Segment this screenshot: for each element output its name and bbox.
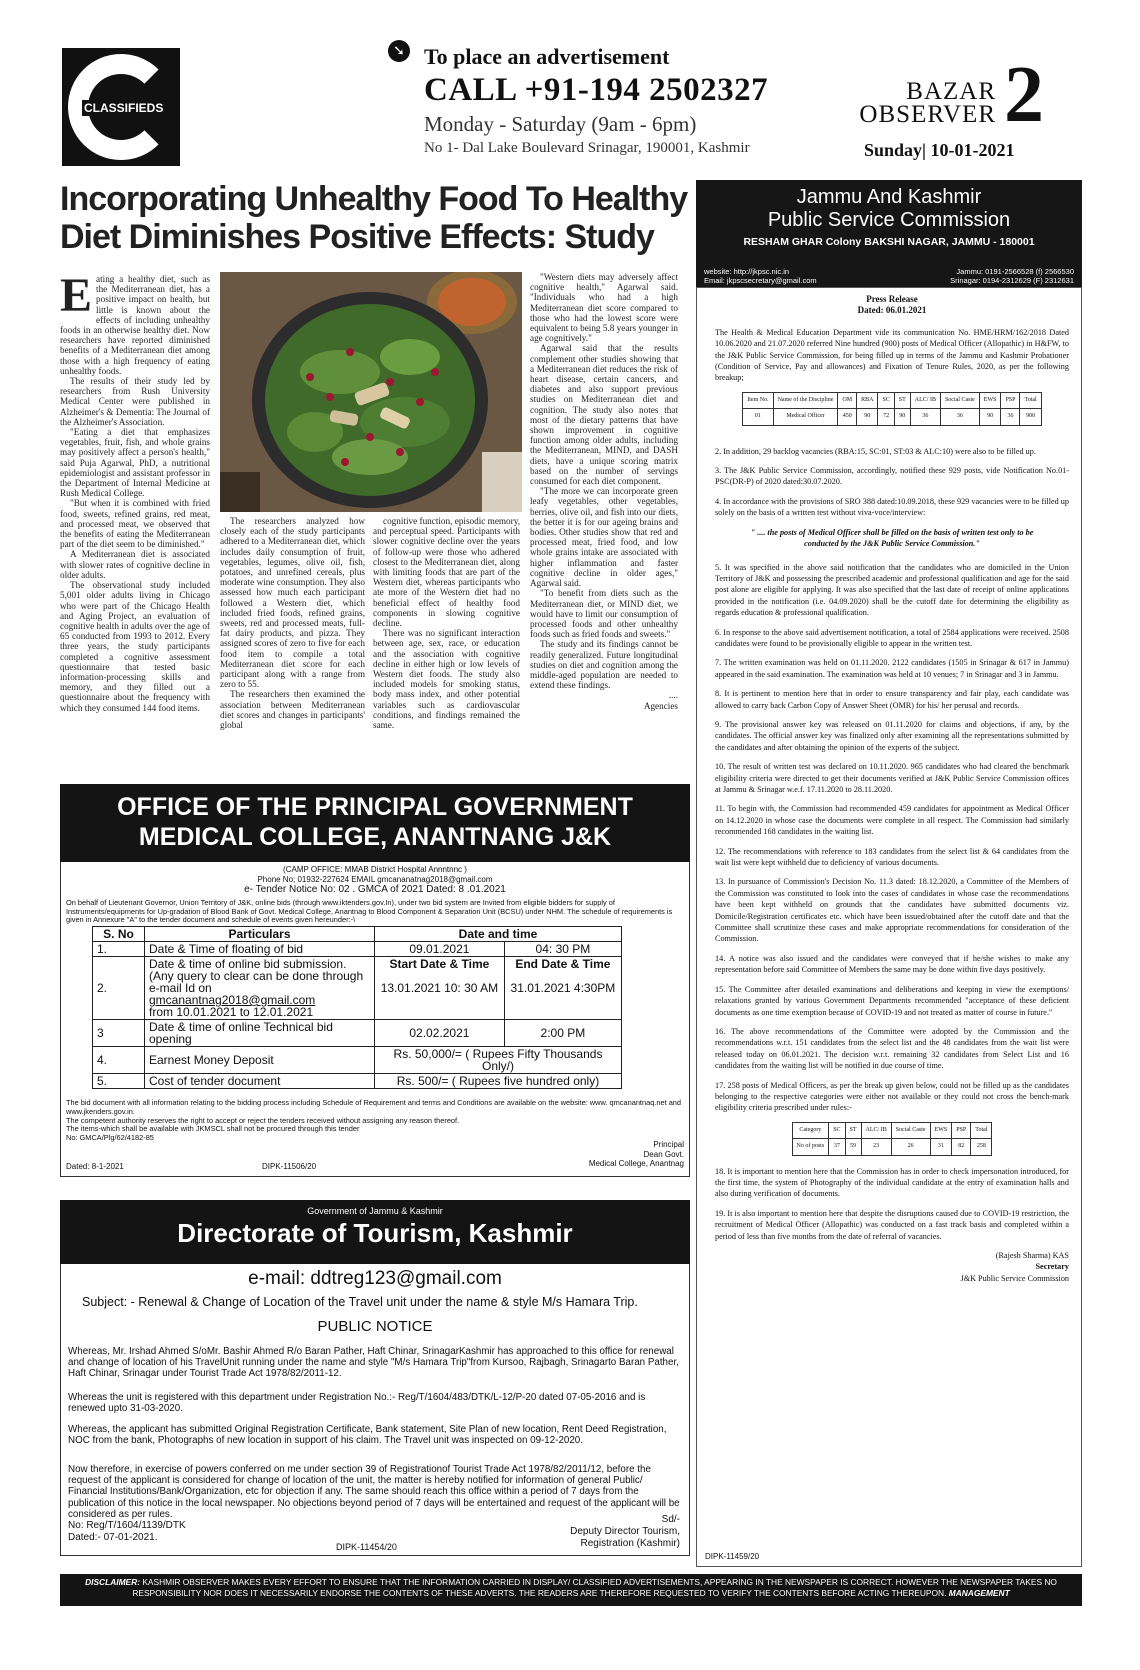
salad-bowl-image xyxy=(220,272,522,512)
paragraph: cognitive function, episodic memory, and perceptual speed. Participants with slower cognitive decline over the years of follow-up were those who adhered closest to the Mediterranean diet, along with limiting foods that are part of the Western diet, whereas participants who ate more of the Western diet had no beneficial effect of healthy food components in slowing cognitive decline. xyxy=(373,516,520,629)
r2-end: 31.01.2021 4:30PM xyxy=(510,981,616,995)
paragraph: 7. The written examination was held on 01.11.2020. 2122 candidates (1505 in Srinagar & 617 in Jammu) appeared in the said examination. The examination was held at 10 venues; 7 in Srinagar and 3 in Jammu. xyxy=(715,658,1069,679)
table-cell: 258 xyxy=(971,1139,992,1155)
advertise-hours: Monday - Saturday (9am - 6pm) xyxy=(424,112,697,136)
psc-press-release xyxy=(696,287,1082,1567)
paragraph: "To benefit from diets such as the Mediterranean diet, or MIND diet, we would have to limit our consumption of processed foods and other unhealthy foods such as fried foods and sweets." xyxy=(530,588,678,640)
r1-date: 09.01.2021 xyxy=(375,942,505,957)
psc-phone-srinagar: Srinagar: 0194-2312629 (F) 2312631 xyxy=(950,276,1074,285)
table-cell: Total xyxy=(971,1122,992,1138)
tourism-sign-1: Deputy Director Tourism, xyxy=(570,1526,680,1537)
psc-website: website: http://jkpsc.nic.in xyxy=(704,267,790,276)
table-cell: 90 xyxy=(979,409,1001,425)
r2-end-head: End Date & Time xyxy=(515,957,611,971)
table-cell: EWS xyxy=(930,1122,952,1138)
table-cell: EWS xyxy=(979,392,1001,408)
psc-signer: (Rajesh Sharma) KAS xyxy=(995,1251,1069,1260)
table-cell: 01 xyxy=(743,409,773,425)
paragraph: 4. In accordance with the provisions of SRO 388 dated:10.09.2018, these 929 vacancies were to be filled up solely on the basis of a written test without viva-voce/interview: xyxy=(715,496,1069,518)
table-cell: SC xyxy=(878,392,894,408)
salad-photo xyxy=(220,272,522,512)
r5-value: Rs. 500/= ( Rupees five hundred only) xyxy=(375,1074,622,1089)
psc-address: RESHAM GHAR Colony BAKSHI NAGAR, JAMMU - 180001 xyxy=(743,236,1035,248)
table-cell: 90 xyxy=(857,409,878,425)
gmc-sign-3: Medical College, Anantnag xyxy=(588,1159,684,1168)
tourism-subject: Subject: - Renewal & Change of Location of the Travel unit under the name & style M/s Hamara Trip. xyxy=(82,1295,638,1309)
gmc-header xyxy=(60,784,690,862)
tourism-notice-title: PUBLIC NOTICE xyxy=(317,1318,433,1335)
tourism-title: Directorate of Tourism, Kashmir xyxy=(177,1218,573,1248)
table-cell: 59 xyxy=(845,1139,861,1155)
table-cell: 82 xyxy=(952,1139,971,1155)
disclaimer-end: MANAGEMENT xyxy=(948,1588,1010,1598)
paragraph: 19. It is also important to mention here that despite the disruptions caused due to COVID-19 restriction, the recruitment of Medical Officer (Allopathic) was conducted on a fast track basis and completed within a period of less than five months from the date of referral of vacancies. xyxy=(715,1208,1069,1241)
psc-signer-role: Secretary xyxy=(1035,1262,1069,1272)
paragraph: 3. The J&K Public Service Commission, accordingly, notified these 929 posts, vide Notification No.01-PSC(DR-P) of 2020 dated:30.07.2020. xyxy=(715,466,1069,487)
article-column-4 xyxy=(530,272,678,711)
paragraph: The study and its findings cannot be readily generalized. Future longitudinal studies on diet and cognition among the middle-aged population are needed to extend these findings. xyxy=(530,639,678,691)
psc-header xyxy=(696,180,1082,265)
paragraph: 2. In addition, 29 backlog vacancies (RBA:15, SC:01, ST:03 & ALC:10) were also to be filled up. xyxy=(715,446,1036,456)
paragraph: 18. It is important to mention here that the Commission has in order to check impersonation introduced, for the first time, the system of Photography of the individual candidate at the entry of examination halls and also during verification of documents. xyxy=(715,1166,1069,1199)
r1-no: 1. xyxy=(93,942,145,957)
publication-date: Sunday| 10-01-2021 xyxy=(864,140,1015,160)
column-4-text xyxy=(530,272,678,690)
advertise-phone: CALL +91-194 2502327 xyxy=(424,72,769,108)
th-particulars: Particulars xyxy=(145,927,375,942)
r4-no: 4. xyxy=(93,1047,145,1074)
table-cell: Total xyxy=(1020,392,1041,408)
table-cell: OM xyxy=(838,392,857,408)
unfilled-table-row xyxy=(792,1139,992,1155)
paragraph: 11. To begin with, the Commission had recommended 459 candidates for appointment as Medical Officer on 14.12.2020 in whose case the documents were complete in all respect. The Commission had similarly recommended 168 candidates in the waiting list. xyxy=(715,804,1069,837)
posts-breakup-table xyxy=(742,392,1041,426)
gmc-title-2: MEDICAL COLLEGE, ANANTNANG J&K xyxy=(138,823,612,851)
publication-name xyxy=(848,80,996,126)
paragraph: "But when it is combined with fried food, sweets, refined grains, red meat, and processed meat, we observed that the benefits of eating the Mediterranean part of the diet seem to be diminished." xyxy=(60,498,210,550)
r2-particular: Date & time of online bid submission.(Any query to clear can be done through e-mail Id on xyxy=(149,957,364,995)
paragraph: "The more we can incorporate green leafy vegetables, other vegetables, berries, olive oil, and fish into our diets, the better it is for our ageing brains and bodies. Other studies show that red and processed meat, fried food, and low whole grains intake are associated with higher inflammation and faster cognitive decline in older ages," Agarwal said. xyxy=(530,486,678,589)
table-cell: 37 xyxy=(829,1139,845,1155)
posts-table-header xyxy=(743,392,1041,408)
psc-phone-jammu: Jammu: 0191-2566528 (f) 2566530 xyxy=(956,267,1074,276)
r5-no: 5. xyxy=(93,1074,145,1089)
paragraph: The researchers analyzed how closely each of the study participants adhered to a Mediterranean diet, which includes daily consumption of fruit, vegetables, legumes, olive oil, fish, potatoes, and unrefined cereals, plus moderate wine consumption. They also assessed how much each participant followed a Western diet, which included fried foods, refined grains, sweets, red and processed meats, full-fat dairy products, and pizza. They assigned scores of zero to five for each food item to compile a total Mediterranean diet score for each participant along with a range from zero to 55. xyxy=(220,516,365,690)
r2-start-head: Start Date & Time xyxy=(389,957,490,971)
psc-title-2: Public Service Commission xyxy=(767,209,1011,231)
advertise-title: To place an advertisement xyxy=(424,44,670,69)
gmc-foot-2: The competent authority reserves the right to accept or reject the tenders received without assigning any reason thereof. xyxy=(66,1115,460,1125)
gmc-title-1: OFFICE OF THE PRINCIPAL GOVERNMENT xyxy=(117,793,633,821)
tender-schedule-table xyxy=(92,926,622,1089)
paragraph: 17. 258 posts of Medical Officers, as per the break up given below, could not be filled up as the candidates belonging to the respective categories were either not available or they could not cross the bench-mark eligibility criteria prescribed under rules:- xyxy=(715,1080,1069,1113)
table-cell: ST xyxy=(894,392,910,408)
paragraph: 6. In response to the above said advertisement notification, a total of 2584 applications were received. 2508 candidates were found to be provisionally eligible to appear in the written test. xyxy=(715,627,1069,648)
article-column-1 xyxy=(60,269,210,713)
gmc-intro: On behalf of Lieutenant Governor, Union Territory of J&K, online bids (through www.iktenders.gov.In), under two bid system are Invited from eligible bidders for supply of Instruments/equipments for Up-gradation of Blood Bank of Govt. Medical College, Anantnag to Blood Component & Separation Unit (BCSU) under NHM. The schedule of requirements is given in Annexure "A" to the tender document and schedule of events given hereunder:-\ xyxy=(66,898,673,925)
paragraph: "Western diets may adversely affect cognitive health," Agarwal said. "Individuals who had a high Mediterranean diet score compared to those who had the lowest score were equivalent to being 5.8 years younger in age cognitively." xyxy=(530,272,678,344)
table-cell: 450 xyxy=(838,409,857,425)
article-source: Agencies xyxy=(643,700,678,711)
disclaimer-label: DISCLAIMER: xyxy=(85,1577,140,1587)
table-cell: PSP xyxy=(952,1122,971,1138)
gmc-camp: (CAMP OFFICE: MMAB District Hospital Annntnnc ) xyxy=(283,865,467,874)
disclaimer-text: KASHMIR OBSERVER MAKES EVERY EFFORT TO ENSURE THAT THE INFORMATION CARRIED IN DISPLAY/ CLASSIFIED ADVERTISEMENTS, APPEARING IN THE NEWSPAPER IS CORRECT. HOWEVER THE NEWSPAPER TAKES NO RESPONSIBILITY NOR DOES IT NECESSARILY ENDORSE THE CONTENTS OF THESE ADVERTS. THE READERS ARE THEREFORE REQUESTED TO VERIFY THE CONTENTS BEFORE ACTING THEREUPON. xyxy=(132,1577,1057,1598)
page-number: 2 xyxy=(1004,51,1044,139)
paragraph: 10. The result of written test was declared on 10.11.2020. 965 candidates who had cleared the benchmark eligibility criteria were directed to get their documents verified at J&K Public Service Commission offices at Jammu & Srinagar w.e.f. 17.11.2020 to 28.11.2020. xyxy=(715,762,1069,794)
table-cell: Social Caste xyxy=(891,1122,930,1138)
gmc-foot-1: The bid document with all information relating to the bidding process including Schedule of Requirement and terms and Conditions are available on the website: www. qmcanantnaq.net and www.jkenders.gov.in. xyxy=(66,1098,682,1116)
table-cell: Medical Officer xyxy=(773,409,838,425)
gmc-phone: Phone No; 01932-227624 EMAIL gmcananatnag2018@gmail.com xyxy=(257,874,493,884)
column-2-text xyxy=(220,516,365,730)
table-cell: 23 xyxy=(861,1139,891,1155)
r3-time: 2:00 PM xyxy=(504,1020,621,1047)
paragraph: 12. The recommendations with reference to 183 candidates from the select list & 64 candidates from the wait list were kept withheld due to deficiency of various documents. xyxy=(715,846,1069,868)
table-cell: ALC/ IB xyxy=(861,1122,891,1138)
gmc-dipk: DIPK-11506/20 xyxy=(262,1162,317,1171)
table-cell: 36 xyxy=(940,409,979,425)
table-cell: 31 xyxy=(930,1139,952,1155)
paragraph: 14. A notice was also issued and the candidates were conveyed that if he/she wishes to make any representation before said Committee of Members the same may be done within five days positively. xyxy=(715,953,1069,975)
logo-text: CLASSIFIEDS xyxy=(84,101,164,115)
r4-value: Rs. 50,000/= ( Rupees Fifty Thousands Only/) xyxy=(375,1047,622,1074)
psc-title-1: Jammu And Kashmir xyxy=(796,186,982,208)
article-column-2 xyxy=(220,516,365,730)
tourism-para-1: Whereas, Mr. Irshad Ahmed S/oMr. Bashir Ahmed R/o Baran Pather, Haft Chinar, SrinagarKashmir has approached to this office for renewal and change of location of his TravelUnit running under the name and style "M/s Hamara Trip"from Kursoo, Rajbagh, Srinagarto Baran Pather, Haft Chinar, Srinagar under Tourist Trade Act 1978/82/2011-12. xyxy=(68,1346,679,1380)
paragraph: 8. It is pertinent to mention here that in order to ensure transparency and fair play, each candidate was allowed to carry back Carbon Copy of Answer Sheet (OMR) for his/ her perusal and records. xyxy=(715,689,1069,710)
advertise-address: No 1- Dal Lake Boulevard Srinagar, 190001, Kashmir xyxy=(424,140,750,156)
th-sno: S. No xyxy=(93,927,145,942)
pub-line1: BAZAR xyxy=(906,78,996,105)
gmc-foot-3: The items-which shall be available with JKMSCL shall not be procured through this tender xyxy=(66,1124,360,1134)
gmc-dated: Dated: 8-1-2021 xyxy=(66,1162,124,1171)
release-paras-b xyxy=(715,562,1069,1114)
table-cell: ST xyxy=(845,1122,861,1138)
drop-cap: E xyxy=(60,269,93,322)
classifieds-logo xyxy=(62,48,180,166)
unfilled-table-header xyxy=(792,1122,992,1138)
arrow-circle-icon: ➘ xyxy=(388,40,410,62)
paragraph: 5. It was specified in the above said notification that the candidates who are domiciled in the Union Territory of J&K and possessing the prescribed academic and professional qualification and age for the said post alone are eligible for applying. It was also specified that the last date of receipt of online applications provided in the notification (i.e. 04.09.2020) shall be the cutoff date for determining the eligibility as regards education & professional qualification. xyxy=(715,562,1069,618)
column-3-text xyxy=(373,516,520,730)
r1-particular: Date & Time of floating of bid xyxy=(145,942,375,957)
gmc-notice-no: e- Tender Notice No: 02 . GMCA of 2021 Dated: 8 .01.2021 xyxy=(244,884,506,895)
paragraph: 15. The Committee after detailed examinations and deliberations and keeping in view the exemptions/ relaxations granted by various Government Departments recommended "acceptance of these deficient documents as one time exemption because of COVID-19 and not treated as matter of course in future." xyxy=(715,984,1069,1017)
table-cell: 90 xyxy=(894,409,910,425)
table-cell: 26 xyxy=(891,1139,930,1155)
disclaimer-bar xyxy=(60,1574,1082,1606)
table-cell: 36 xyxy=(910,409,940,425)
table-cell: Category xyxy=(792,1122,829,1138)
posts-table-row xyxy=(743,409,1041,425)
r2-range: from 10.01.2021 to 12.01.2021 xyxy=(149,1005,314,1019)
article-dots: .... xyxy=(668,690,678,701)
paragraph: A Mediterranean diet is associated with slower rates of cognitive decline in older adults. xyxy=(60,549,210,580)
tourism-dipk: DIPK-11454/20 xyxy=(336,1542,397,1552)
psc-contact-bar xyxy=(696,265,1082,287)
paragraph: The results of their study led by researchers from Rush University Medical Center were published in Alzheimer's & Dementia: The Journal of the Alzheimer's Association. xyxy=(60,376,210,427)
tourism-sd: Sd/- xyxy=(661,1514,680,1525)
tourism-para-3: Whereas, the applicant has submitted Original Registration Certificate, Bank statement, Site Plan of new location, Rent Deed Registration, NOC from the bank, Photographs of new location in support of his claim. The Travel unit was inspected on 09-12-2020. xyxy=(68,1424,667,1447)
table-cell: 36 xyxy=(1001,409,1020,425)
table-cell: RBA xyxy=(857,392,878,408)
paragraph: "Eating a diet that emphasizes vegetables, fruit, fish, and whole grains may positively affect a person's health," said Puja Agarwal, PhD, a nutritional epidemiologist and assistant professor in the Department of Internal Medicine at Rush Medical College. xyxy=(60,427,210,499)
paragraph: 9. The provisional answer key was released on 01.11.2020 for claims and objections, if any, by the candidates. The official answer key was finalized only after examining all the representations submitted by the candidates and after obtaining the opinion of the experts of the subject. xyxy=(715,719,1069,752)
r3-no: 3 xyxy=(93,1020,145,1047)
paragraph: The researchers then examined the association between Mediterranean diet scores and changes in participants' global xyxy=(220,689,365,731)
paragraph: There was no significant interaction between age, sex, race, or education and the association with cognitive decline in either high or low levels of Western diet foods. The study also included models for smoking status, body mass index, and other potential variables such as cardiovascular conditions, and findings remained the same. xyxy=(373,628,520,731)
unfilled-posts-table xyxy=(792,1122,993,1156)
paragraph: 13. In pursuance of Commission's Decision No. 11.3 dated: 18.12.2020, a Committee of the Members of the Commission was constituted to look into the cases of candidates in whose case the recommendations have been kept withheld on grounds that the candidates have submitted documents viz. Domicile/Registration certificates etc. which have been issued/obtained after the cutoff date and that the Committee shall scrutinize these cases and make appropriate recommendations for consideration of the Commission. xyxy=(715,877,1069,944)
gmc-sign-1: Principal xyxy=(653,1140,684,1149)
r3-particular: Date & time of online Technical bid opening xyxy=(145,1020,375,1047)
pub-line2: OBSERVER xyxy=(859,101,996,128)
r2-email-link[interactable]: gmcanantnag2018@gmail.com xyxy=(149,993,316,1007)
r3-date: 02.02.2021 xyxy=(375,1020,505,1047)
tourism-email: e-mail: ddtreg123@gmail.com xyxy=(248,1268,502,1289)
table-cell: ALC/ IB xyxy=(910,392,940,408)
tourism-sign-2: Registration (Kashmir) xyxy=(580,1538,680,1549)
gmc-sign-2: Dean Govt. xyxy=(643,1149,684,1159)
release-intro: The Health & Medical Education Department vide its communication No. HME/HRM/162/2018 Dated 10.06.2020 and 21.07.2020 referred Nine hundred (900) posts of Medical Officer (Allopathic) in H&FW, to the J&K Public Service Commission, for being filled up in terms of the Jammu and Kashmir Probationer (Condition of Service, Pay and allowances) and Fixation of Tenure Rules, 2020, as per the following breakup; xyxy=(715,327,1069,383)
r2-no: 2. xyxy=(93,957,145,1020)
tourism-para-2: Whereas the unit is registered with this department under Registration No.:- Reg/T/1604/483/DTK/L-12/P-20 dated 07-05-2016 and is renewed upto 31-03-2020. xyxy=(68,1392,646,1415)
table-cell: 72 xyxy=(878,409,894,425)
paragraph: Agarwal said that the results complement other studies showing that a Mediterranean diet reduces the risk of heart disease, certain cancers, and diabetes and also support previous studies on Mediterranean diet and cognition. The study also notes that most of the dietary patterns that have shown improvement in cognitive function among older adults, including the Mediterranean, MIND, and DASH diets, have a unique scoring matrix based on the number of servings consumed for each diet component. xyxy=(530,343,678,487)
release-paras-a xyxy=(715,446,1069,519)
psc-email: Email: jkpscsecretary@gmail.com xyxy=(704,276,817,285)
r2-start: 13.01.2021 10: 30 AM xyxy=(380,981,499,995)
table-cell: Item No. xyxy=(743,392,773,408)
r4-particular: Earnest Money Deposit xyxy=(145,1047,375,1074)
tourism-header xyxy=(60,1200,690,1264)
th-date-time: Date and time xyxy=(375,927,622,942)
table-cell: SC xyxy=(829,1122,845,1138)
article-headline: Incorporating Unhealthy Food To Healthy Diet Diminishes Positive Effects: Study xyxy=(60,180,688,256)
table-cell: Name of the Discipline xyxy=(773,392,838,408)
psc-signer-org: J&K Public Service Commission xyxy=(960,1273,1069,1283)
column-1-text xyxy=(60,269,210,713)
paragraph: 16. The above recommendations of the Committee were adopted by the Commission and the recommendations w.r.t. 151 candidates from the select list and the 48 candidates from the wait list were released today on 06.01.2021. The decision w.r.t. remaining 32 candidates from Select List and 16 candidates from the waiting list will be notified in due course of time. xyxy=(715,1026,1069,1071)
table-cell: 900 xyxy=(1020,409,1041,425)
psc-dipk: DIPK-11459/20 xyxy=(705,1551,760,1561)
tourism-gov: Government of Jammu & Kashmir xyxy=(307,1206,443,1216)
r1-time: 04: 30 PM xyxy=(504,942,621,957)
table-cell: PSP xyxy=(1001,392,1020,408)
release-date: Dated: 06.01.2021 xyxy=(857,305,927,316)
paragraph: ating a healthy diet, such as the Mediterranean diet, has a positive impact on health, but little is known about the effects of including unhealthy foods in an otherwise healthy diet. Now researchers have reported diminished benefits of a Mediterranean diet among those with a high frequency of eating unhealthy foods. xyxy=(60,274,210,376)
tourism-ref: No: Reg/T/1604/1139/DTK xyxy=(68,1520,186,1531)
r5-particular: Cost of tender document xyxy=(145,1074,375,1089)
sro-quote: " .... the posts of Medical Officer shall be filled on the basis of written test only to be conducted by the J&K Public Service Commission." xyxy=(750,527,1034,549)
tourism-dated: Dated:- 07-01-2021. xyxy=(68,1532,158,1543)
table-cell: No of posts xyxy=(792,1139,829,1155)
release-paras-c xyxy=(715,1166,1069,1242)
article-column-3 xyxy=(373,516,520,730)
tourism-para-4: Now therefore, in exercise of powers conferred on me under section 39 of Registrationof Tourist Trade Act 1978/82/2011/12, before the request of the applicant is considered for change of location of the unit, the matter is hereby notified for information of general Public/ Financial Institutions/Bank/Organization, etc for objection if any. The same should reach this office within a period of 7 days from the publication of this notice in the local newspaper. No objections beyond period of 7 days will be entertained and request of the applicant will be considered as per rules. xyxy=(68,1464,680,1520)
release-title: Press Release xyxy=(866,294,918,304)
table-cell: Social Caste xyxy=(940,392,979,408)
gmc-ref: No: GMCA/Plg/62/4182-85 xyxy=(66,1133,154,1143)
paragraph: The observational study included 5,001 older adults living in Chicago who were part of the Chicago Health and Aging Project, an evaluation of cognitive health in adults over the age of 65 conducted from 1993 to 2012. Every three years, the study participants completed a cognitive assessment questionnaire that tested basic information-processing skills and memory, and they filled out a questionnaire about the frequency with which they consumed 144 food items. xyxy=(60,580,210,713)
